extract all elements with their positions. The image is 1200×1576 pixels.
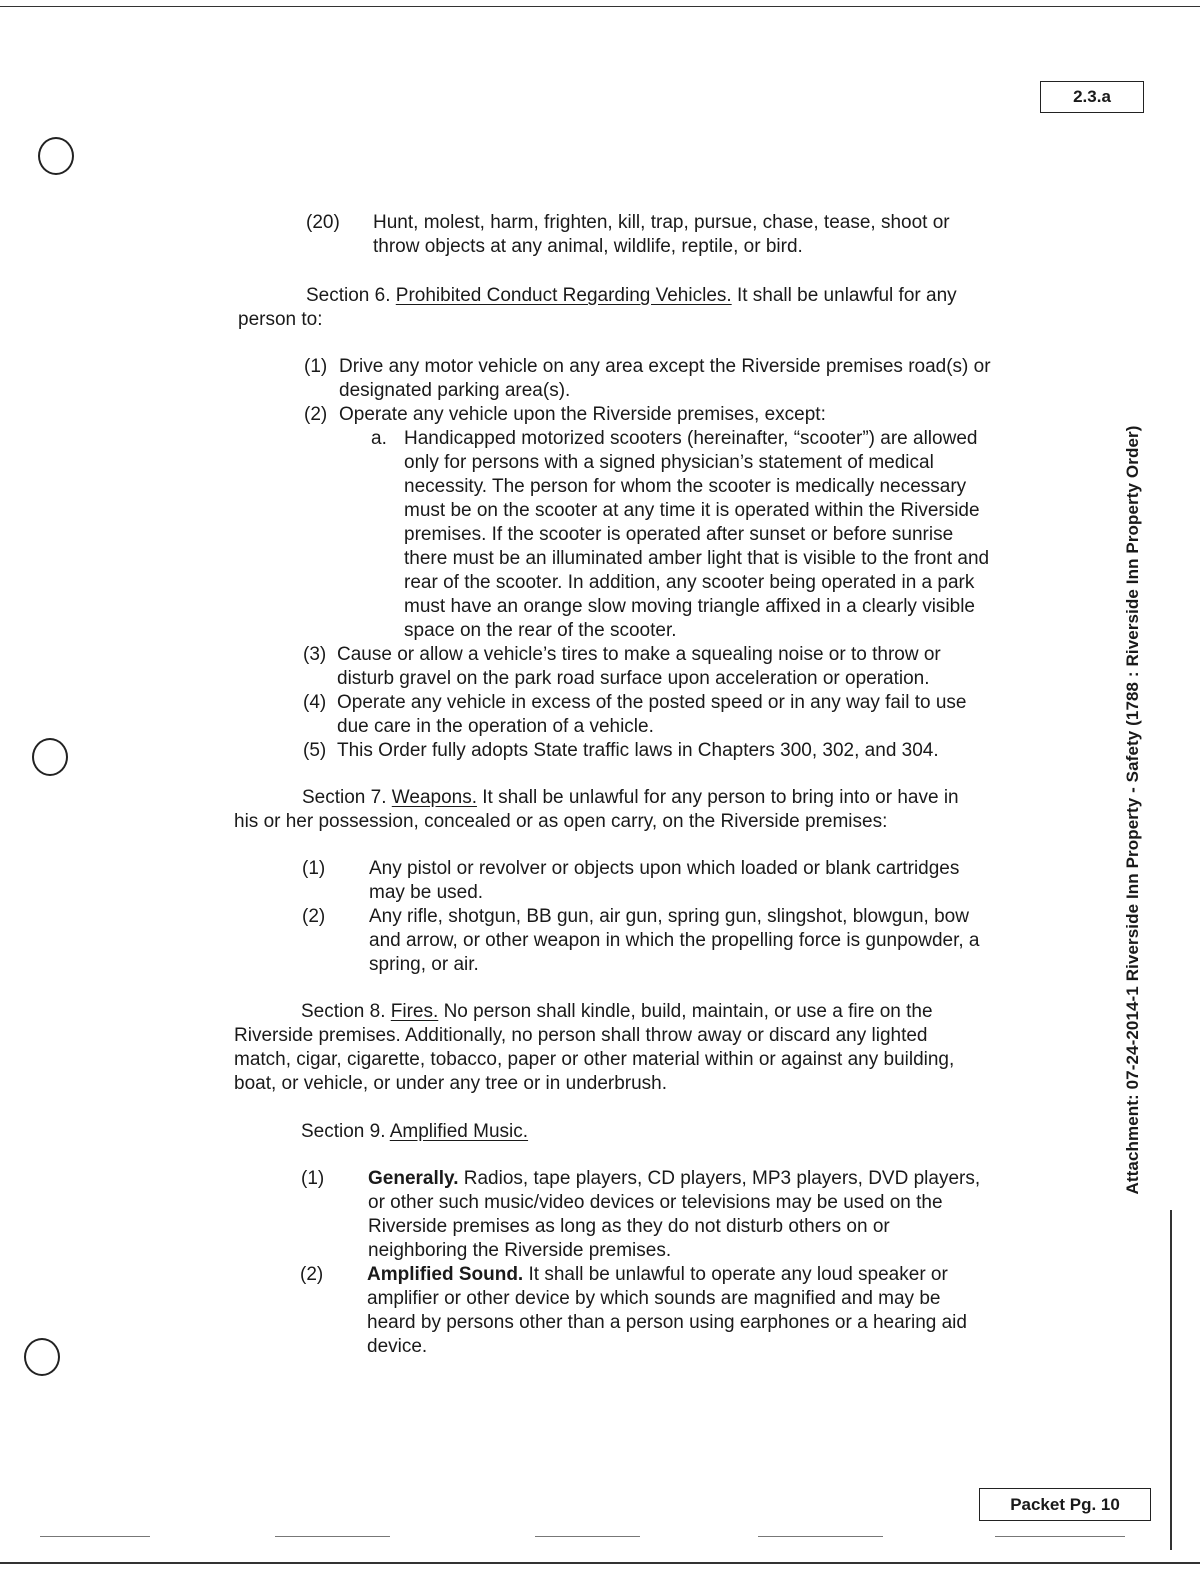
s9-item-2-line-4: device.	[367, 1336, 428, 1357]
agenda-item-tag	[1040, 81, 1144, 113]
section-9-heading	[301, 1120, 528, 1144]
agenda-item-tag-text: 2.3.a	[1073, 87, 1111, 106]
s9-item-2-number: (2)	[300, 1264, 324, 1285]
top-rule	[0, 6, 1200, 7]
s9-item-2-line-2: amplifier or other device by which sounds are magnified and may be	[367, 1288, 941, 1309]
s6-sub-a-line-3: necessity. The person for whom the scooter is medically necessary	[404, 476, 967, 497]
item-20-line-1: Hunt, molest, harm, frighten, kill, trap, pursue, chase, tease, shoot or	[373, 212, 950, 233]
s6-item-4-number: (4)	[303, 692, 327, 713]
s6-item-2-line-1: Operate any vehicle upon the Riverside premises, except:	[339, 404, 826, 425]
s6-item-3-line-1: Cause or allow a vehicle’s tires to make a squealing noise or to throw or	[337, 644, 941, 665]
s6-item-1-number: (1)	[304, 356, 328, 377]
section-8-label: Section 8.	[301, 1001, 386, 1022]
s6-sub-a-line-9: space on the rear of the scooter.	[404, 620, 677, 641]
section-9-title: Amplified Music.	[389, 1121, 529, 1142]
s9-item-1-line-1	[368, 1167, 980, 1191]
s9-item-1-lead: Generally.	[368, 1168, 459, 1189]
s9-item-1-line-4: neighboring the Riverside premises.	[368, 1240, 672, 1261]
binder-hole-bottom	[24, 1338, 60, 1376]
s6-item-3-line-2: disturb gravel on the park road surface upon acceleration or operation.	[337, 668, 930, 689]
s6-item-5-number: (5)	[303, 740, 327, 761]
section-6-label: Section 6.	[306, 285, 391, 306]
binder-hole-top	[38, 137, 74, 175]
s6-sub-a-line-8: must have an orange slow moving triangle affixed in a clearly visible	[404, 596, 976, 617]
s6-sub-a-letter: a.	[371, 428, 387, 449]
item-20-line-2: throw objects at any animal, wildlife, reptile, or bird.	[373, 236, 803, 257]
section-6-intro-cont: person to:	[238, 309, 323, 330]
s7-item-1-line-1: Any pistol or revolver or objects upon which loaded or blank cartridges	[369, 858, 960, 879]
s7-item-1-line-2: may be used.	[369, 882, 484, 903]
s6-sub-a-line-1: Handicapped motorized scooters (hereinafter, “scooter”) are allowed	[404, 428, 978, 449]
s6-item-2-number: (2)	[304, 404, 328, 425]
s9-item-2-line-3: heard by persons other than a person using earphones or a hearing aid	[367, 1312, 967, 1333]
section-7-heading	[302, 786, 959, 810]
section-7-label: Section 7.	[302, 787, 387, 808]
s7-item-1-number: (1)	[302, 858, 326, 879]
section-8-line-3: boat, or vehicle, or under any tree or in underbrush.	[234, 1073, 668, 1094]
s7-item-2-line-2: and arrow, or other weapon in which the propelling force is gunpowder, a	[369, 930, 980, 951]
s6-item-1-line-2: designated parking area(s).	[339, 380, 571, 401]
section-6-title: Prohibited Conduct Regarding Vehicles.	[395, 285, 732, 306]
s7-item-2-line-1: Any rifle, shotgun, BB gun, air gun, spring gun, slingshot, blowgun, bow	[369, 906, 969, 927]
item-20-number: (20)	[306, 212, 340, 233]
packet-page-box	[979, 1488, 1151, 1521]
s6-item-4-line-1: Operate any vehicle in excess of the posted speed or in any way fail to use	[337, 692, 967, 713]
attachment-side-label: Attachment: 07-24-2014-1 Riverside Inn Property - Safety (1788 : Riverside Inn Property Order)	[1123, 425, 1142, 1195]
s7-item-2-number: (2)	[302, 906, 326, 927]
section-8-heading	[301, 1000, 933, 1024]
s9-item-2-lead: Amplified Sound.	[367, 1264, 524, 1285]
section-7-title: Weapons.	[391, 787, 477, 808]
s6-item-3-number: (3)	[303, 644, 327, 665]
s6-sub-a-line-6: there must be an illuminated amber light that is visible to the front and	[404, 548, 990, 569]
section-6-heading	[306, 284, 957, 308]
s9-item-1-line-3: Riverside premises as long as they do not disturb others on or	[368, 1216, 890, 1237]
section-8-intro: No person shall kindle, build, maintain, or use a fire on the	[443, 1001, 933, 1022]
s6-item-1-line-1: Drive any motor vehicle on any area except the Riverside premises road(s) or	[339, 356, 991, 377]
right-margin-line	[1170, 1210, 1172, 1550]
section-9-label: Section 9.	[301, 1121, 386, 1142]
s9-item-1-first: Radios, tape players, CD players, MP3 players, DVD players,	[463, 1168, 981, 1189]
binder-hole-middle	[32, 738, 68, 776]
section-6-intro: It shall be unlawful for any	[736, 285, 957, 306]
s9-item-1-line-2: or other such music/video devices or televisions may be used on the	[368, 1192, 943, 1213]
scan-dash-marks	[0, 1536, 1200, 1540]
s6-sub-a-line-7: rear of the scooter. In addition, any scooter being operated in a park	[404, 572, 975, 593]
s6-sub-a-line-2: only for persons with a signed physician’s statement of medical	[404, 452, 934, 473]
packet-page-text: Packet Pg. 10	[1010, 1495, 1120, 1514]
section-7-intro-cont: his or her possession, concealed or as open carry, on the Riverside premises:	[234, 811, 888, 832]
s6-item-4-line-2: due care in the operation of a vehicle.	[337, 716, 654, 737]
s9-item-2-first: It shall be unlawful to operate any loud speaker or	[528, 1264, 948, 1285]
section-8-line-1: Riverside premises. Additionally, no person shall throw away or discard any lighted	[234, 1025, 928, 1046]
s7-item-2-line-3: spring, or air.	[369, 954, 479, 975]
s6-sub-a-line-5: premises. If the scooter is operated after sunset or before sunrise	[404, 524, 954, 545]
section-8-line-2: match, cigar, cigarette, tobacco, paper or other material within or against any building,	[234, 1049, 955, 1070]
bottom-rule	[0, 1562, 1200, 1564]
s9-item-1-number: (1)	[301, 1168, 325, 1189]
s9-item-2-line-1	[367, 1263, 948, 1287]
section-8-title: Fires.	[390, 1001, 439, 1022]
section-7-intro: It shall be unlawful for any person to bring into or have in	[482, 787, 959, 808]
s6-item-5-line-1: This Order fully adopts State traffic laws in Chapters 300, 302, and 304.	[337, 740, 939, 761]
s6-sub-a-line-4: must be on the scooter at any time it is operated within the Riverside	[404, 500, 980, 521]
